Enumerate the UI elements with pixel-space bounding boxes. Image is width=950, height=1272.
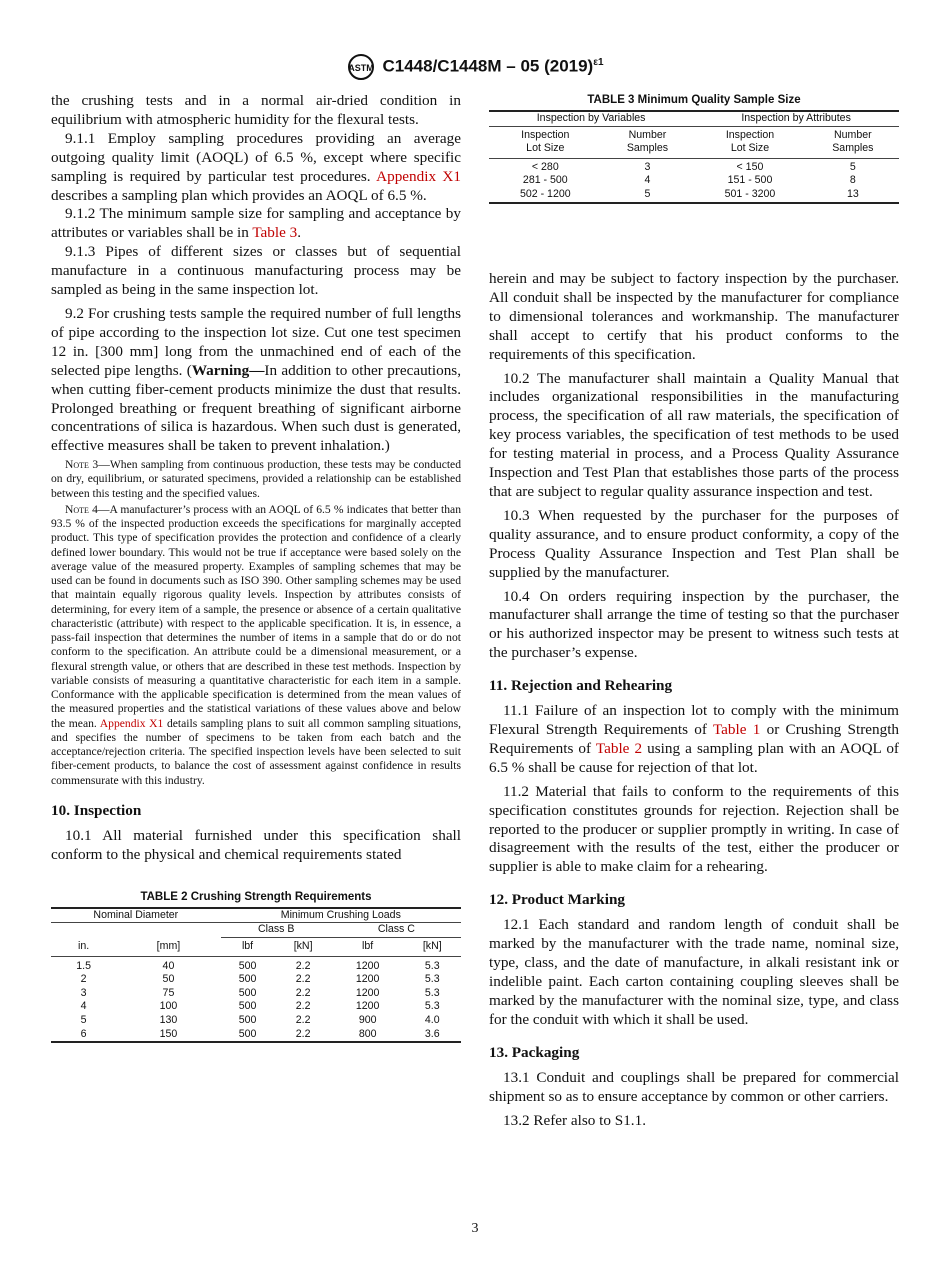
table-cell: 2.2 — [295, 973, 311, 986]
svg-text:ASTM: ASTM — [348, 63, 375, 73]
header-line: Lot Size — [526, 142, 565, 155]
table-cell: 1200 — [355, 1000, 380, 1013]
body-paragraph — [489, 507, 899, 583]
page-number: 3 — [471, 1221, 479, 1236]
text-segment: 12.1 Each standard and random length of conduit shall be marked by the manufacturer with the trade name, nominal size, type, class, and the date of manufacture, in alkali resistant ink or indelible paint. Each carton containing coupling sleeves shall be marked by the manufacturer with the nominal size, type, and class for the conduit with which it shall be used. — [489, 916, 899, 1028]
table-cell: 3.6 — [424, 1027, 440, 1040]
table-cell: 5 — [80, 1013, 87, 1026]
table-row — [51, 1000, 461, 1014]
header-line: Number — [834, 128, 872, 141]
text-segment: 10.1 All material furnished under this specification shall conform to the physical and chemical requirements stated — [51, 826, 461, 863]
table-cell: 281 - 500 — [522, 174, 568, 187]
section-heading — [489, 1044, 899, 1062]
text-segment: details sampling plans to suit all common sampling situations, and specifies the number of specimens to be taken from each batch and the acceptance/rejection criteria. The specified inspection levels have been selected to suit fiber-cement products, to balance the cost of assessment against confidence in results commensurate with this industry. — [51, 716, 462, 787]
table-cell: 13 — [846, 187, 859, 200]
table-3-group-header: Inspection by Attributes — [741, 112, 851, 124]
text-segment: 4—A manufacturer’s process with an AOQL of 6.5 % indicates that better than 93.5 % of the inspected production exceeds the specifications for marginally accepted product. This type of specification provides the protection and confidence of a clearly defined lower boundary. This would not be true if acceptance were based solely on the average value of the measured property. Examples of sampling schemes that may be used can be found in documents such as ISO 390. Other sampling schemes may be used that maintain equally rigorous quality levels. Inspection by attributes consists of determining, for every item of a sample, the presence or absence of a certain qualitative characteristic (attribute) with respect to the applicable specification. It is, in essence, a pass-fail inspection that determines the number of items in a sample that do or do not conform to the specification. An attribute could be a dimensional measurement, or a flexural strength value, or others that are described in these test methods. Inspection by variable consists of measuring a quantitative characteristic for each item in a sample. Conformance with the applicable specification is determined from the mean values of the measured properties and the statistical variations of these values above and below the mean. — [51, 502, 461, 730]
header-line: Inspection — [521, 128, 570, 141]
table-cell: 500 — [238, 1027, 257, 1040]
table-cell: 5.3 — [424, 986, 440, 999]
table-2-class-header: Class C — [332, 923, 461, 938]
table-cell: 500 — [238, 986, 257, 999]
text-segment: 13.1 Conduit and couplings shall be prepared for commercial shipment so as to ensure acceptance by common or other carriers. — [489, 1068, 899, 1105]
table-row — [489, 188, 899, 203]
text-segment: 11.1 Failure of an inspection lot to comply with the minimum Flexural Strength Requirements of — [489, 702, 899, 739]
table-cell: 501 - 3200 — [724, 187, 776, 200]
right-column — [489, 270, 899, 1130]
table-cell: 2.2 — [295, 1000, 311, 1013]
body-paragraph — [489, 1069, 899, 1107]
table-3 — [489, 94, 899, 204]
text-segment: 9.1.3 Pipes of different sizes or classes but of sequential manufacture in a continuous manufacturing process may be sampled as being in the same inspection lot. — [51, 243, 461, 299]
table-2-column-header: lbf — [241, 939, 254, 952]
header-line: Number — [628, 128, 667, 141]
cross-reference-link[interactable]: Appendix X1 — [99, 716, 164, 730]
table-2-column-header: [mm] — [156, 939, 181, 952]
table-2 — [51, 891, 461, 1043]
table-cell: 1200 — [355, 986, 380, 999]
text-segment: using a sampling plan with an AOQL of 6.5 % shall be cause for rejection of that lot. — [489, 739, 899, 776]
table-3-column-header — [489, 126, 602, 158]
table-2-class-header: Class B — [221, 923, 332, 938]
text-segment: the crushing tests and in a normal air-dried condition in equilibrium with atmospheric humidity for the flexural tests. — [51, 92, 461, 128]
text-segment: herein and may be subject to factory inspection by the purchaser. All conduit shall be inspected by the manufacturer for compliance to dimensional tolerances and workmanship. The manufacturer shall accept to certify that his product conforms to the requirements of this specification. — [489, 270, 899, 363]
table-row — [51, 1014, 461, 1028]
table-cell: 500 — [238, 973, 257, 986]
body-paragraph — [489, 370, 899, 502]
table-cell: 150 — [159, 1027, 178, 1040]
text-segment: 3—When sampling from continuous production, these tests may be conducted on dry, equilibrium, or saturated specimens, provided a relationship can be established between this testing and the specified values. — [51, 458, 461, 500]
table-cell: 4.0 — [424, 1013, 440, 1026]
text-segment: describes a sampling plan which provides an AOQL of 6.5 %. — [51, 186, 427, 204]
table-row — [51, 973, 461, 987]
body-paragraph — [51, 92, 461, 130]
table-cell: 40 — [162, 959, 175, 972]
table-cell: 500 — [238, 1013, 257, 1026]
header-line: Inspection — [725, 128, 775, 141]
table-cell: 3 — [644, 160, 651, 173]
text-segment: 10.3 When requested by the purchaser for the purposes of quality assurance, and to ensure product conformity, a copy of the Process Quality Assurance Inspection and Test Plan shall be supplied by the manufacturer. — [489, 506, 899, 581]
table-cell: 2.2 — [295, 986, 311, 999]
cross-reference-link[interactable]: Table 1 — [712, 721, 761, 739]
document-header — [0, 54, 950, 80]
text-segment: 9.1.2 The minimum sample size for sampling and acceptance by attributes or variables shall be in — [51, 205, 461, 242]
cross-reference-link[interactable]: Table 2 — [595, 739, 643, 757]
text-segment: 10. Inspection — [51, 801, 142, 819]
table-cell: 1200 — [355, 959, 380, 972]
table-cell: 2.2 — [295, 959, 311, 972]
cross-reference-link[interactable]: Table 3 — [252, 224, 298, 242]
table-row — [489, 174, 899, 188]
table-2-column-header: [kN] — [293, 939, 313, 952]
body-paragraph — [51, 305, 461, 456]
table-row — [51, 956, 461, 973]
section-heading — [51, 802, 461, 820]
table-cell: < 280 — [531, 160, 559, 173]
table-3-column-header — [693, 126, 806, 158]
table-cell: 151 - 500 — [727, 174, 773, 187]
table-cell: 5.3 — [424, 973, 440, 986]
text-segment: . — [297, 224, 302, 242]
table-3-column-header — [602, 126, 694, 158]
section-heading — [489, 677, 899, 695]
header-line: Lot Size — [730, 142, 770, 155]
header-line: Samples — [832, 142, 874, 155]
table-cell: 100 — [159, 1000, 178, 1013]
table-cell: 5.3 — [424, 959, 440, 972]
note-paragraph — [51, 503, 461, 788]
table-3-column-header — [807, 126, 899, 158]
body-paragraph — [51, 827, 461, 865]
body-paragraph — [51, 243, 461, 300]
table-row — [51, 987, 461, 1001]
table-2-column-header: in. — [78, 939, 90, 952]
body-paragraph — [489, 783, 899, 878]
table-2-column-header: [kN] — [422, 939, 442, 952]
body-paragraph — [51, 205, 461, 243]
text-segment: 11. Rejection and Rehearing — [489, 677, 673, 695]
table-cell: 502 - 1200 — [519, 187, 571, 200]
body-paragraph — [489, 270, 899, 365]
text-segment: 10.2 The manufacturer shall maintain a Quality Manual that includes organizational responsibilities in the manufacturing process, the specification of all raw materials, the specification of key process variables, the specification of test methods to be used for testing material in process, and a Process Quality Assurance Inspection and Test Plan that establishes those parts of the process that are subject to regular quality assurance inspection and test. — [489, 369, 899, 500]
table-cell: 5.3 — [424, 1000, 440, 1013]
table-3-caption: TABLE 3 Minimum Quality Sample Size — [587, 94, 801, 106]
table-cell: 5 — [849, 160, 856, 173]
table-2-caption: TABLE 2 Crushing Strength Requirements — [140, 890, 372, 903]
table-cell: 6 — [80, 1027, 87, 1040]
table-cell: 500 — [238, 1000, 257, 1013]
text-segment: 9.1.1 Employ sampling procedures providing an average outgoing quality limit (AOQL) of 6.5 %, except where specific sampling is required by particular test procedures. — [51, 129, 461, 185]
table-cell: 2.2 — [295, 1013, 311, 1026]
table-cell: 3 — [80, 986, 87, 999]
text-segment: 12. Product Marking — [489, 891, 625, 909]
table-cell: 500 — [238, 959, 257, 972]
table-3-group-header: Inspection by Variables — [536, 112, 646, 124]
note-label: Note — [65, 502, 89, 516]
text-segment: 9.2 For crushing tests sample the required number of full lengths of pipe according to the inspection lot size. Cut one test specimen 12 in. [300 mm] long from the unmachined end of each of the selected pipe lengths. ( — [51, 304, 461, 379]
table-cell: 1200 — [355, 973, 380, 986]
table-cell: 2 — [80, 973, 87, 986]
document-designation: C1448/C1448M – 05 (2019) — [382, 56, 594, 76]
table-cell: 4 — [80, 1000, 87, 1013]
astm-logo-icon — [346, 54, 376, 80]
table-cell: 800 — [358, 1027, 377, 1040]
table-cell: 50 — [162, 973, 175, 986]
header-line: Samples — [626, 142, 669, 155]
note-label: Note — [65, 458, 89, 472]
table-cell: 75 — [162, 986, 175, 999]
text-segment: 13. Packaging — [489, 1043, 580, 1061]
body-paragraph — [51, 130, 461, 206]
text-segment: 10.4 On orders requiring inspection by the purchaser, the manufacturer shall arrange the time of testing so that the purchaser or his authorized inspector may be present to witness such tests at the purchaser’s expense. — [489, 587, 899, 662]
text-segment: In addition to other precautions, when cutting fiber-cement products minimize the dust that results. Prolonged breathing or frequent breathing of significant airborne concentrations of silica is hazardous. When such dust is generated, effective measures shall be taken to prevent inhalation.) — [51, 361, 462, 455]
text-segment: 11.2 Material that fails to conform to the requirements of this specification constitutes grounds for rejection. Rejection shall be reported to the producer or supplier promptly in writing. In case of disagreement with the results of the test, either the producer or supplier is able to make claim for a rehearing. — [489, 782, 899, 876]
table-row — [51, 1028, 461, 1043]
table-cell: 1.5 — [76, 959, 91, 972]
table-cell: 900 — [358, 1013, 377, 1026]
body-paragraph — [489, 916, 899, 1029]
left-column — [51, 92, 461, 1043]
text-segment: Warning— — [191, 361, 265, 379]
table-cell: 8 — [849, 174, 856, 187]
note-paragraph — [51, 458, 461, 501]
table-cell: < 150 — [736, 160, 764, 173]
table-row — [489, 158, 899, 174]
text-segment: or Crushing Strength Requirements of — [489, 721, 900, 757]
table-cell: 5 — [644, 187, 651, 200]
table-2-group-header: Nominal Diameter — [93, 908, 179, 921]
table-cell: 130 — [159, 1013, 178, 1026]
section-heading — [489, 891, 899, 909]
body-paragraph — [489, 588, 899, 664]
text-segment: 13.2 Refer also to S1.1. — [503, 1111, 646, 1129]
body-paragraph — [489, 1112, 899, 1131]
table-2-group-header: Minimum Crushing Loads — [280, 908, 401, 921]
designation-superscript: ε1 — [593, 56, 604, 68]
cross-reference-link[interactable]: Appendix X1 — [376, 167, 461, 185]
table-cell: 2.2 — [295, 1027, 311, 1040]
table-cell: 4 — [644, 174, 651, 187]
body-paragraph — [489, 702, 899, 778]
table-2-column-header: lbf — [362, 939, 374, 952]
